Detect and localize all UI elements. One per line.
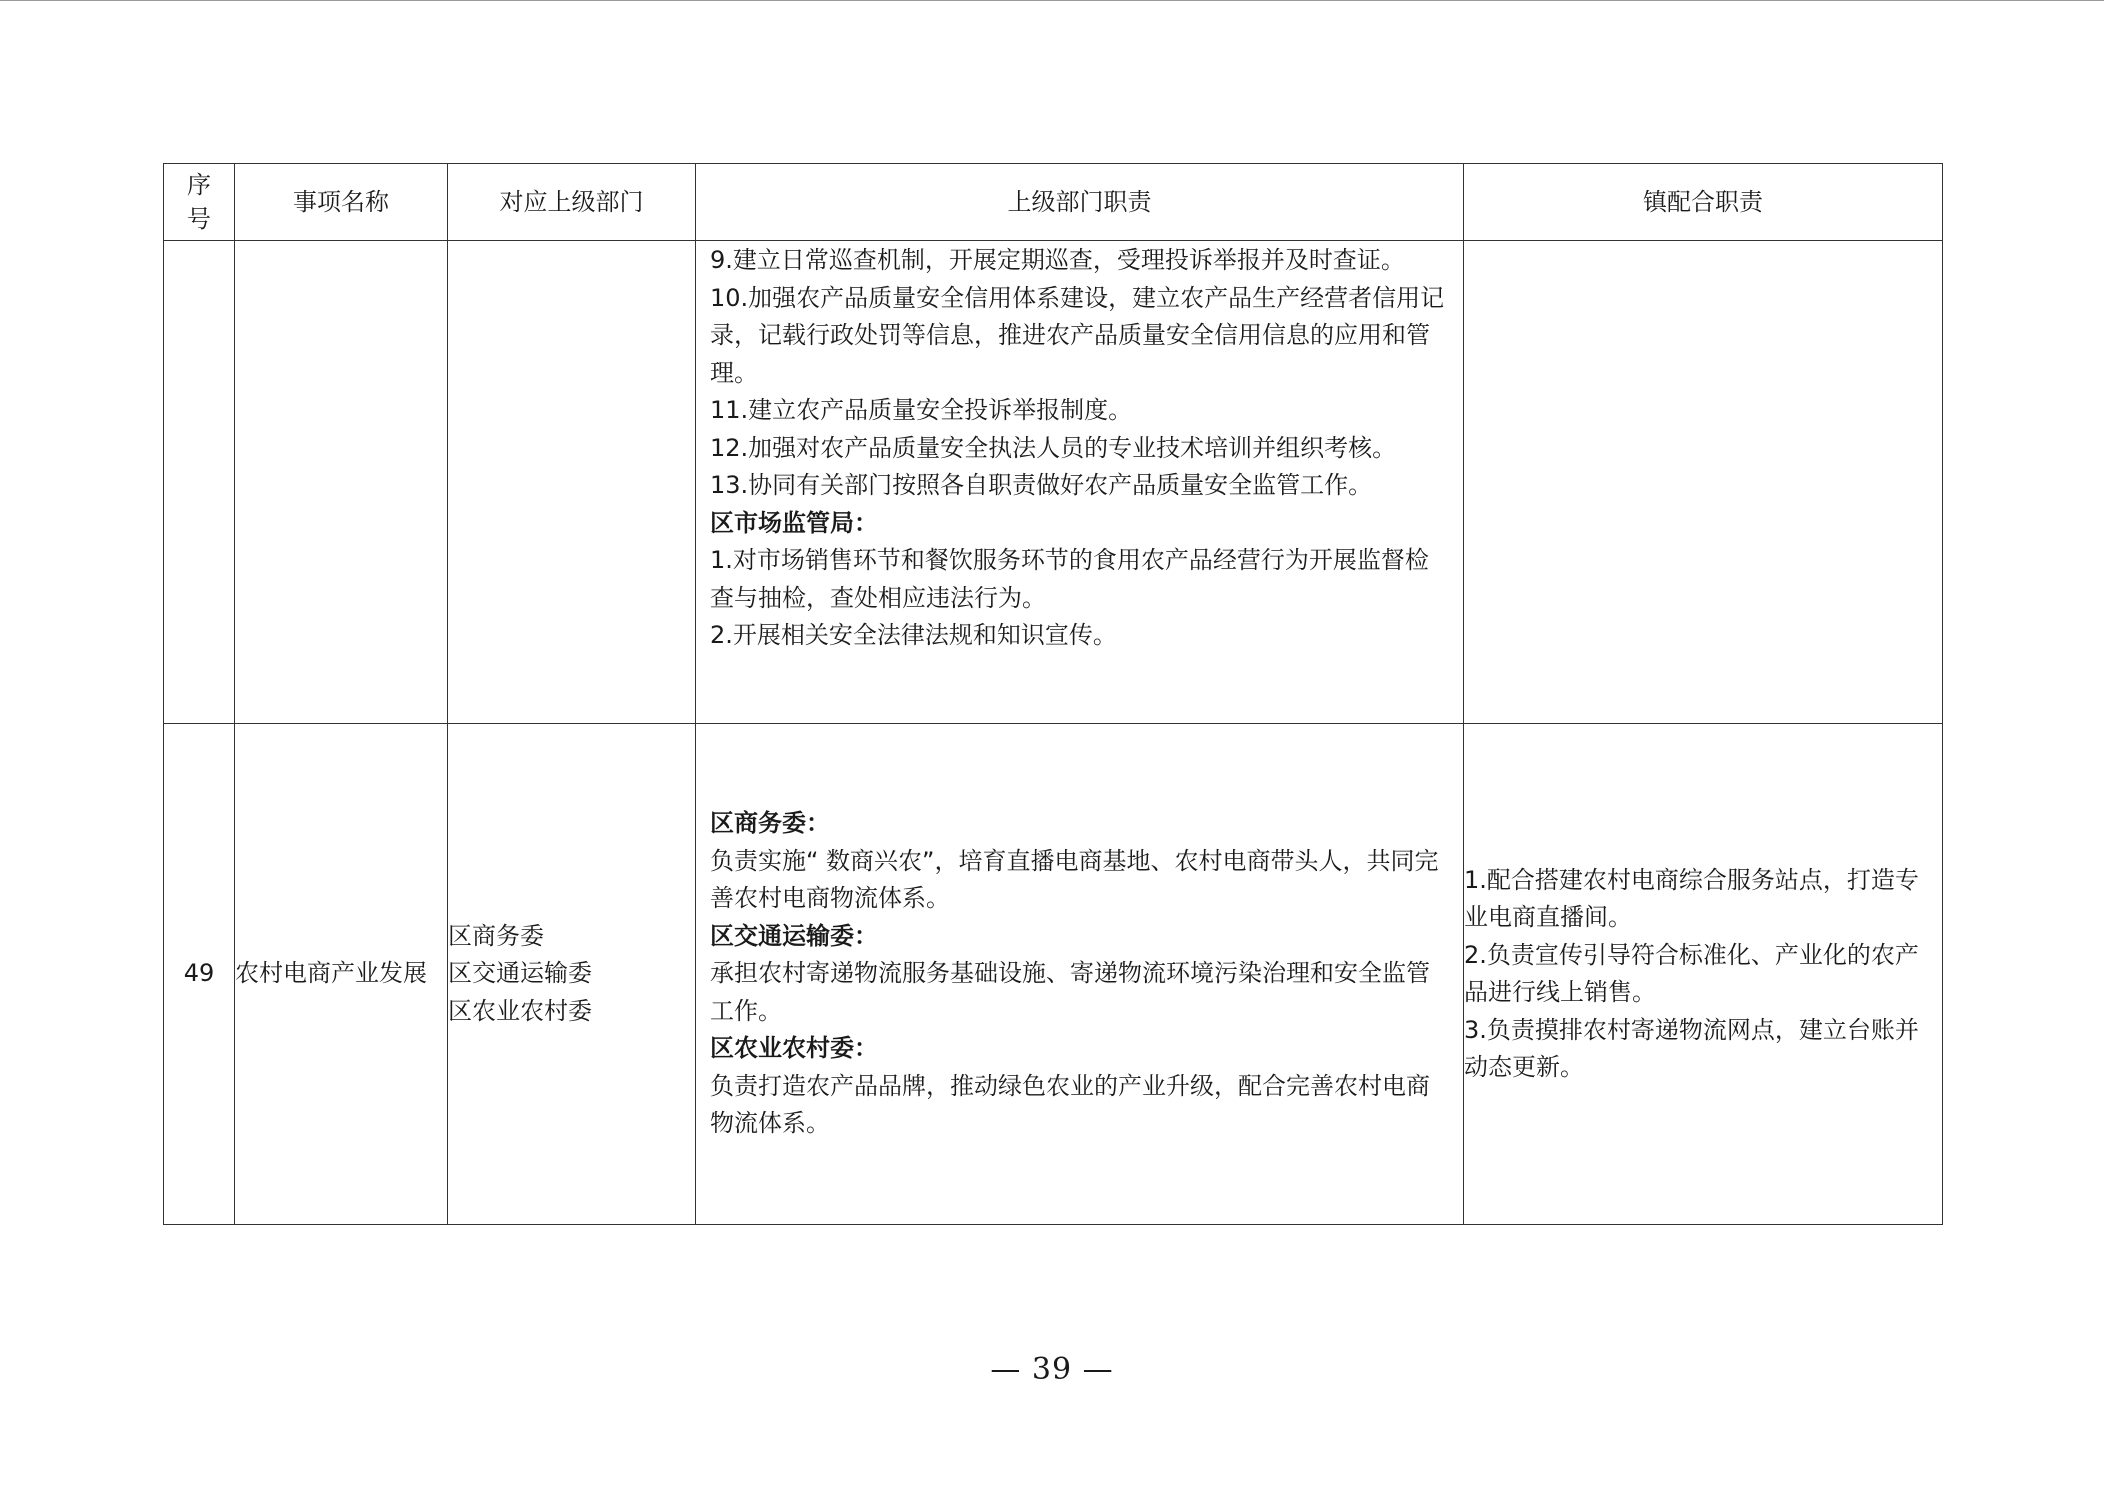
- dept-line: 区商务委: [448, 921, 544, 950]
- table-row-49: [164, 724, 1943, 1225]
- dept-line: 区交通运输委: [448, 959, 592, 988]
- row-cont-departments: [448, 241, 696, 724]
- duty-item: 13.协同有关部门按照各自职责做好农产品质量安全监管工作。: [710, 471, 1373, 499]
- duty-item: 1.对市场销售环节和餐饮服务环节的食用农产品经营行为开展监督检查与抽检，查处相应违法行为。: [710, 546, 1429, 612]
- duty-dept-heading: 区市场监管局：: [710, 508, 878, 537]
- dept-line: 区农业农村委: [448, 996, 592, 1025]
- row-cont-number: [164, 241, 235, 724]
- upper-duties-list: [696, 241, 1463, 655]
- header-upper-duties: 上级部门职责: [696, 164, 1464, 241]
- header-item-name: 事项名称: [235, 164, 448, 241]
- duty-item: 11.建立农产品质量安全投诉举报制度。: [710, 396, 1133, 424]
- row-cont-upper-duties: [696, 241, 1464, 724]
- duty-item: 承担农村寄递物流服务基础设施、寄递物流环境污染治理和安全监管工作。: [710, 959, 1430, 1025]
- duty-item: 2.开展相关安全法律法规和知识宣传。: [710, 621, 1117, 649]
- row-49-number: 49: [164, 724, 235, 1225]
- duty-dept-heading: 区农业农村委：: [710, 1034, 878, 1063]
- duty-dept-heading: 区交通运输委：: [710, 921, 878, 950]
- row-cont-town-duties: [1464, 241, 1943, 724]
- header-town-duties: 镇配合职责: [1464, 164, 1943, 241]
- row-49-town-duties: [1464, 724, 1943, 1225]
- row-cont-item-name: [235, 241, 448, 724]
- duty-item: 12.加强对农产品质量安全执法人员的专业技术培训并组织考核。: [710, 433, 1397, 462]
- row-49-item-name: 农村电商产业发展: [235, 724, 448, 1225]
- page-number: — 39 —: [990, 1352, 1114, 1387]
- duty-item: 10.加强农产品质量安全信用体系建设，建立农产品生产经营者信用记录，记载行政处罚等信息，推进农产品质量安全信用信息的应用和管理。: [710, 283, 1445, 387]
- town-duty-item: 2.负责宣传引导符合标准化、产业化的农产品进行线上销售。: [1464, 940, 1919, 1006]
- header-upper-dept: 对应上级部门: [448, 164, 696, 241]
- top-border-rule: [0, 0, 2104, 1]
- duty-dept-heading: 区商务委：: [710, 809, 830, 838]
- duty-item: 负责实施“ 数商兴农”，培育直播电商基地、农村电商带头人，共同完善农村电商物流体系。: [710, 846, 1439, 913]
- upper-duties-list: [696, 805, 1463, 1143]
- duty-item: 9.建立日常巡查机制，开展定期巡查，受理投诉举报并及时查证。: [710, 246, 1405, 274]
- row-49-departments: [448, 724, 696, 1225]
- table-header-row: [164, 164, 1943, 241]
- header-seq: 序号: [164, 164, 235, 241]
- town-duty-item: 1.配合搭建农村电商综合服务站点，打造专业电商直播间。: [1464, 865, 1919, 931]
- row-49-upper-duties: [696, 724, 1464, 1225]
- table-row-continued: [164, 241, 1943, 724]
- town-duty-item: 3.负责摸排农村寄递物流网点，建立台账并动态更新。: [1464, 1015, 1919, 1081]
- duty-item: 负责打造农产品品牌，推动绿色农业的产业升级，配合完善农村电商物流体系。: [710, 1071, 1430, 1138]
- duty-table: [163, 163, 1943, 1225]
